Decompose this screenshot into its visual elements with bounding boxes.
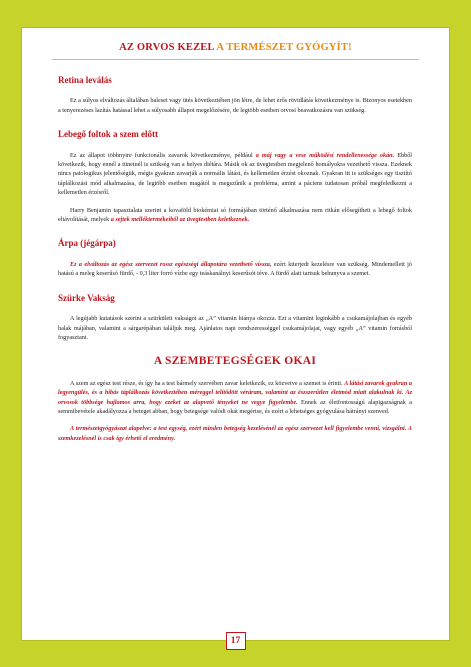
article-content bbox=[58, 76, 412, 451]
text: Ennek az életfontosságú alapigazságnak a semmibevétele akadályozza a beteget abban, hogy betegsége valódi okát megértse, és ezért a lehetséges gyógyulása hátrányt szenved. bbox=[58, 398, 412, 415]
paragraph bbox=[58, 206, 412, 225]
header-title-part1: AZ ORVOS KEZEL bbox=[119, 42, 215, 53]
paragraph: A legújabb kutatások szerint a szürkületi vakságot az „A” vitamin hiánya okozza. Ezt a vitamint leginkább a csukamájolajban és egyéb halak májában, valamint a sárgarépában találjuk meg. Ajánlatos napi rendszerességgel csukamájolajat, vagy egyéb „A” vitamin forrásból fogyasztani. bbox=[58, 315, 412, 341]
chapter-title: A SZEMBETEGSÉGEK OKAI bbox=[153, 355, 317, 368]
text: A szem az egész test része, és így ha a test bármely szervében zavar keletkezik, ez közvetve a szemet is érinti. bbox=[70, 379, 345, 387]
section-title: Szürke Vakság bbox=[58, 292, 115, 303]
paragraph bbox=[58, 151, 412, 198]
section-title: Retina leválás bbox=[58, 75, 112, 85]
page-header bbox=[22, 42, 449, 53]
section-retina bbox=[58, 76, 412, 115]
page bbox=[22, 28, 449, 646]
text: ezért kiterjedt kezelésre van szükség. Mindemellett jó hatású a meleg keserűsó fürdő, - 0,3 liter forró vízbe egy teáskanálnyi keserűsót téve. A fürdő alatt tartsuk behunyva a szemet. bbox=[58, 260, 412, 278]
emphasis: A természetgyógyászat alapelve: bbox=[70, 425, 152, 433]
header-divider bbox=[52, 59, 419, 60]
emphasis: a máj vagy a vese működési rendellenessége okán. bbox=[255, 151, 395, 159]
text: Ez az állapot többnyire funkcionális zavarok következménye, például bbox=[70, 151, 256, 159]
section-floaters bbox=[58, 130, 412, 224]
paragraph bbox=[58, 379, 412, 417]
section-title: Árpa (jégárpa) bbox=[58, 238, 116, 249]
section-title: Lebegő foltok a szem előtt bbox=[58, 129, 158, 140]
emphasis: Ez a elváltozás az egész szervezet rossz egészségi állapotára vezethető vissza, bbox=[70, 260, 272, 268]
paragraph bbox=[58, 424, 412, 443]
paragraph: Ez a súlyos elváltozás általában baleset vagy ütés következtében jön létre, de lehet erős rövidlátás következménye is. Bizonyos esetekben a tenyerezéses lazítás hatással lehet a súlyosabb állapot megelőzésére, de legtöbb esetben orvosi beavatkozásra van szükség. bbox=[58, 97, 412, 114]
section-night-blindness bbox=[58, 294, 412, 343]
header-title-part2: A TERMÉSZET GYÓGYÍT! bbox=[214, 42, 352, 53]
page-number: 17 bbox=[226, 632, 246, 650]
paragraph bbox=[58, 260, 412, 279]
emphasis: a test egység, ezért minden betegség kezelésénél az egész szervezet kell figyelembe venni, vizsgálni. A szemkezelésnél is csak így érhető el eredmény. bbox=[58, 425, 413, 442]
emphasis: a sejtek melléktermékeiből az üvegtestben keletkeznek. bbox=[110, 216, 250, 224]
section-stye bbox=[58, 239, 412, 278]
text: Ebből következik, hogy ennél a tünetnél is szükség van a helyes diétára. Másik ok az üvegtestben megjelenő homályokra vezethető vissza. Ezeknek nincs patologikus jelentőségük, mégis gyakran zavarják a normális látást, és kellemetlen érzést okoznak. Gyakran itt is szükséges egy tisztító táplálkozási mód alkalmazása, de legtöbb esetben magától is megszűnik a probléma, amint a páciens tudatosan próbál megfeledkezni a kellemetlen érzésről. bbox=[58, 151, 413, 197]
text: Harry Benjamin tapasztalata szerint a kovaföld biokémiai só formájában történő alkalmazása nem ritkán elősegítheti a lebegő foltok eltávolítását, melyek bbox=[58, 206, 412, 224]
emphasis: A látási zavarok gyakran a legyengülés, és a hibás táplálkozás következtében méreggel telítődött véráram, valamint az észszerűtlen életmód miatt alakulnak ki. Az orvosok többsége hajlamos arra, hogy ezeket az alapvető tényeket ne vegye figyelembe. bbox=[58, 379, 412, 406]
